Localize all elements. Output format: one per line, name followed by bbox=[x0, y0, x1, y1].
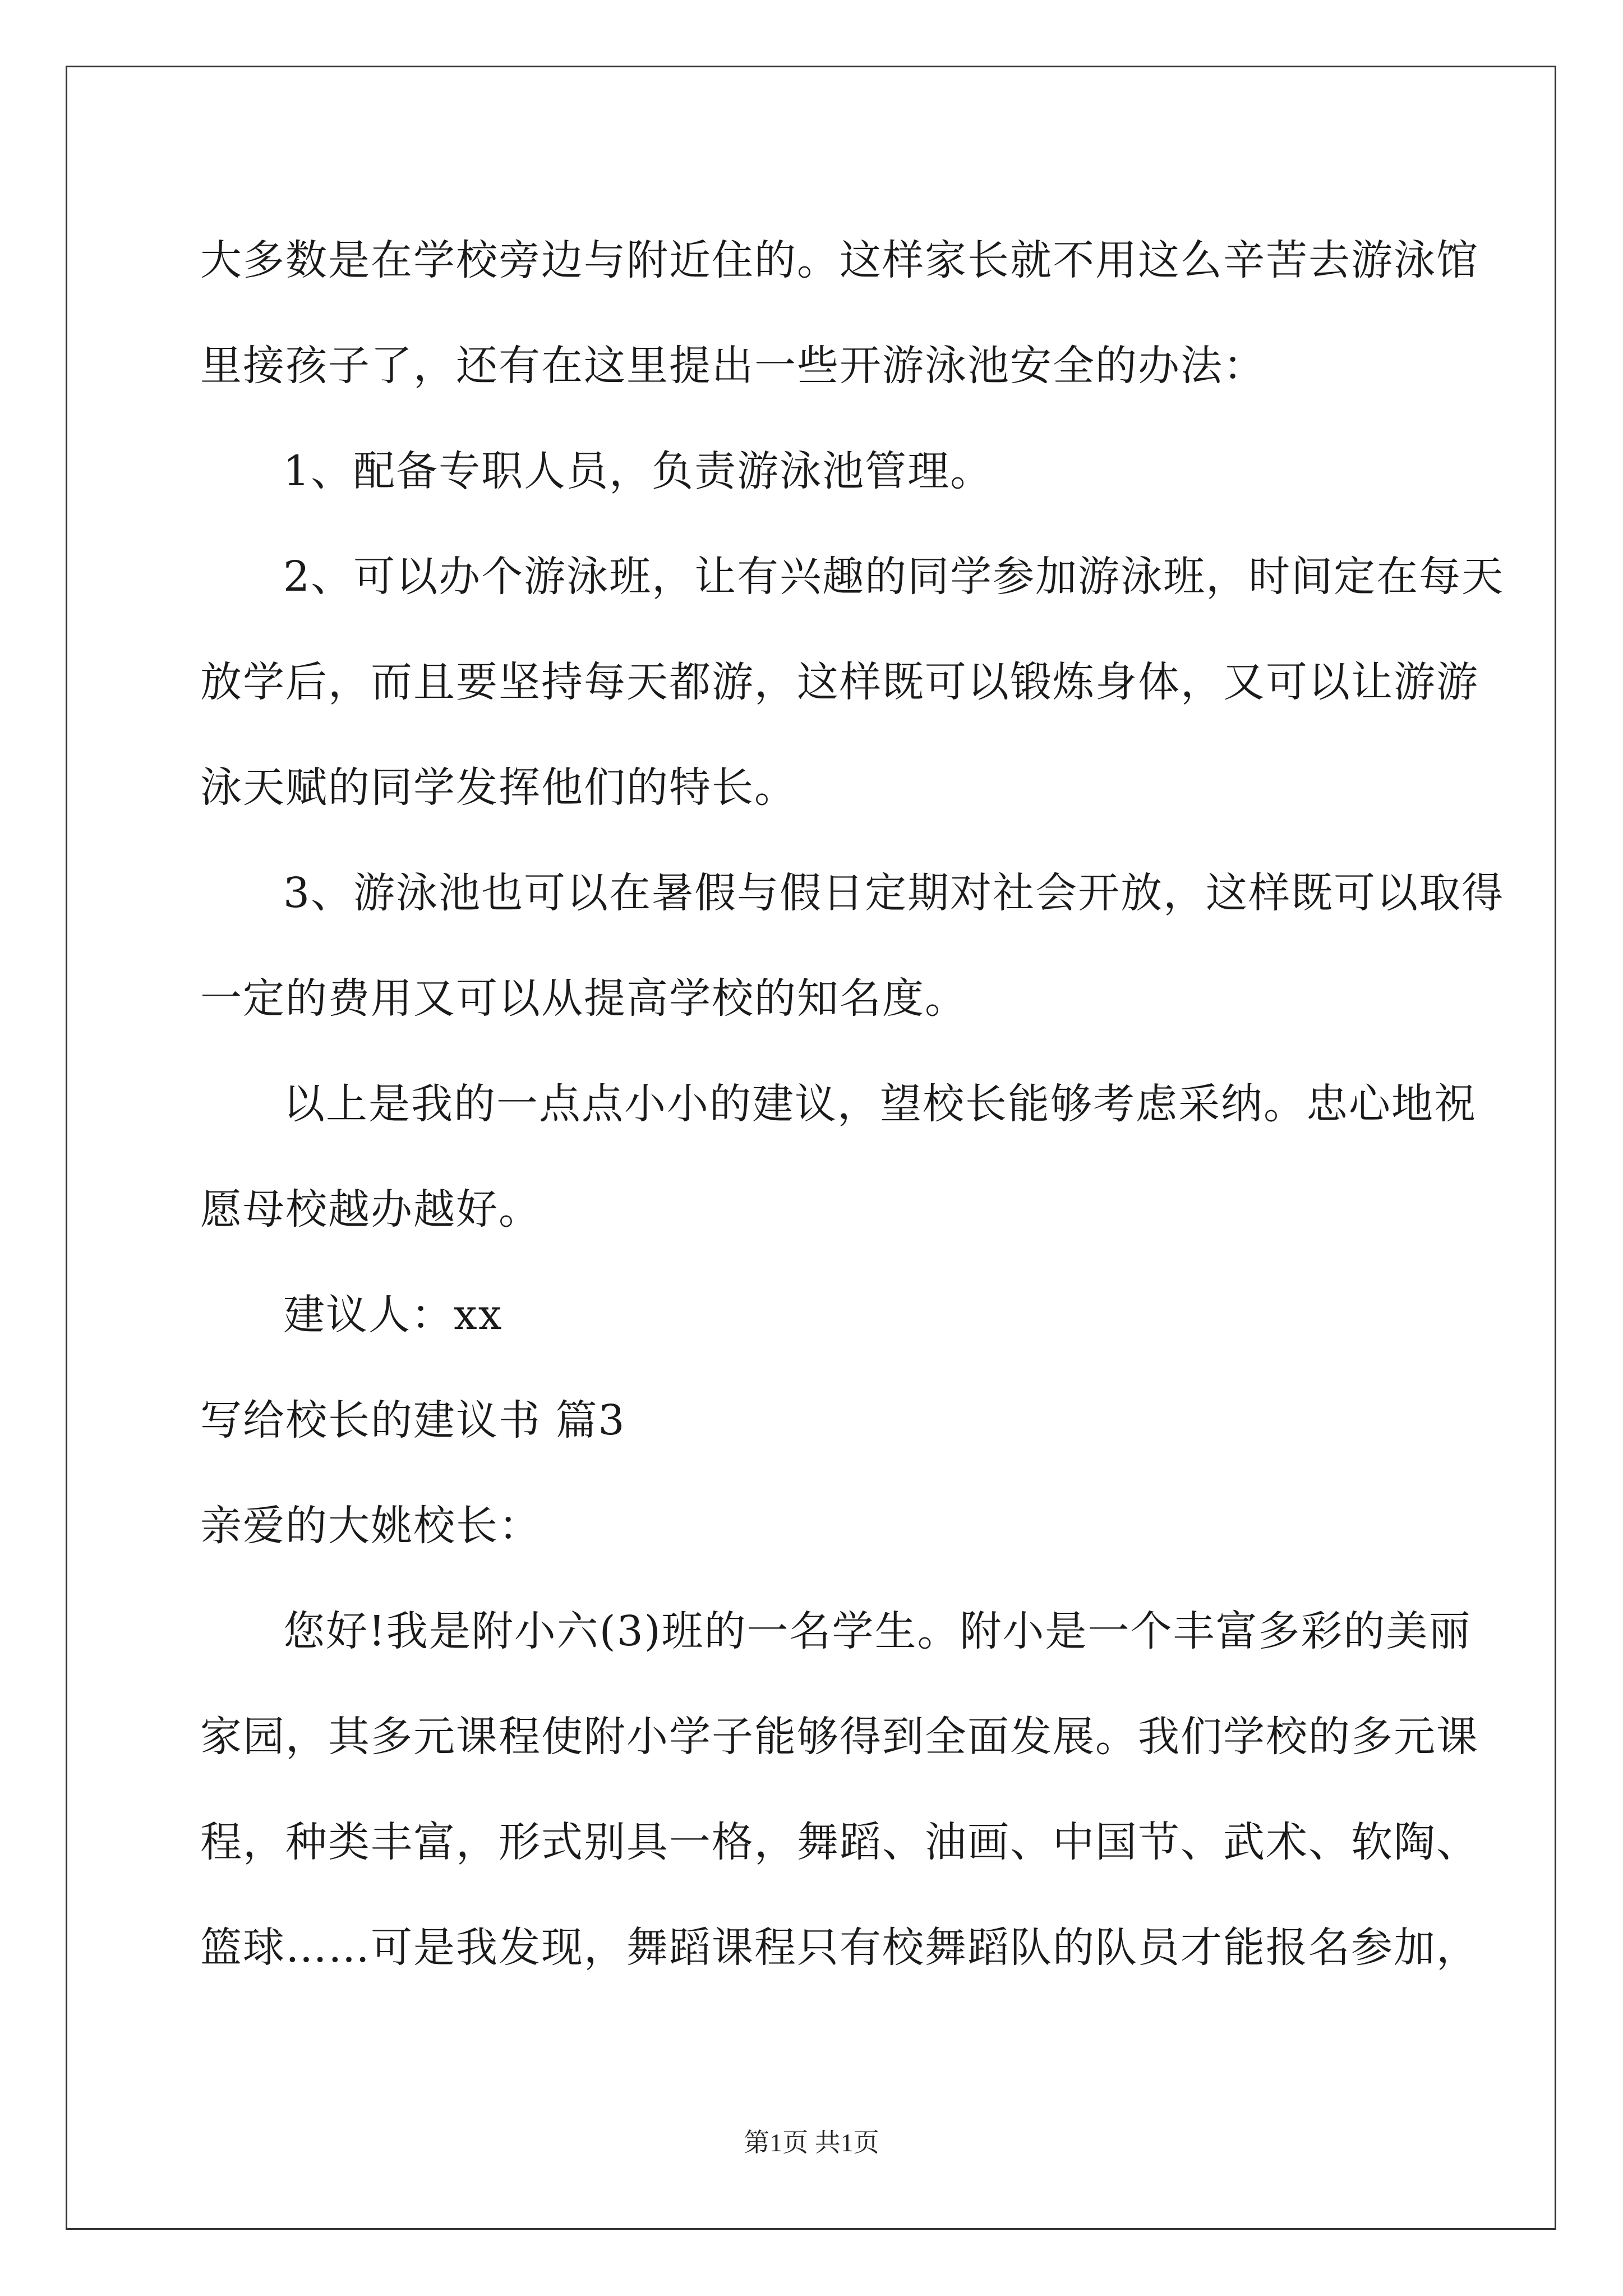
text-line: 一定的费用又可以从提高学校的知名度。 bbox=[200, 974, 967, 1023]
text-line: 放学后，而且要坚持每天都游，这样既可以锻炼身体，又可以让游游 bbox=[200, 658, 1479, 706]
text-line: 程，种类丰富，形式别具一格，舞蹈、油画、中国节、武术、软陶、 bbox=[200, 1818, 1479, 1866]
salutation: 亲爱的大姚校长： bbox=[200, 1502, 541, 1550]
text-line: 家园，其多元课程使附小学子能够得到全面发展。我们学校的多元课 bbox=[200, 1713, 1479, 1761]
list-item: 1、配备专职人员，负责游泳池管理。 bbox=[283, 447, 993, 495]
text-line: 篮球……可是我发现，舞蹈课程只有校舞蹈队的队员才能报名参加， bbox=[200, 1924, 1479, 1972]
signature-line: 建议人：xx bbox=[283, 1291, 503, 1339]
text-line: 泳天赋的同学发挥他们的特长。 bbox=[200, 763, 797, 812]
text-line: 里接孩子了，还有在这里提出一些开游泳池安全的办法： bbox=[200, 342, 1266, 390]
list-item: 3、游泳池也可以在暑假与假日定期对社会开放，这样既可以取得 bbox=[283, 869, 1505, 917]
text-line: 大多数是在学校旁边与附近住的。这样家长就不用这么辛苦去游泳馆 bbox=[200, 236, 1479, 284]
text-line: 愿母校越办越好。 bbox=[200, 1185, 541, 1234]
paragraph-start: 您好!我是附小六(3)班的一名学生。附小是一个丰富多彩的美丽 bbox=[283, 1607, 1472, 1655]
paragraph-start: 以上是我的一点点小小的建议，望校长能够考虑采纳。忠心地祝 bbox=[283, 1080, 1477, 1128]
page-footer: 第1页 共1页 bbox=[744, 2128, 879, 2157]
list-item: 2、可以办个游泳班，让有兴趣的同学参加游泳班，时间定在每天 bbox=[283, 553, 1505, 601]
section-heading: 写给校长的建议书 篇3 bbox=[200, 1396, 626, 1444]
document-body bbox=[200, 208, 1505, 2000]
